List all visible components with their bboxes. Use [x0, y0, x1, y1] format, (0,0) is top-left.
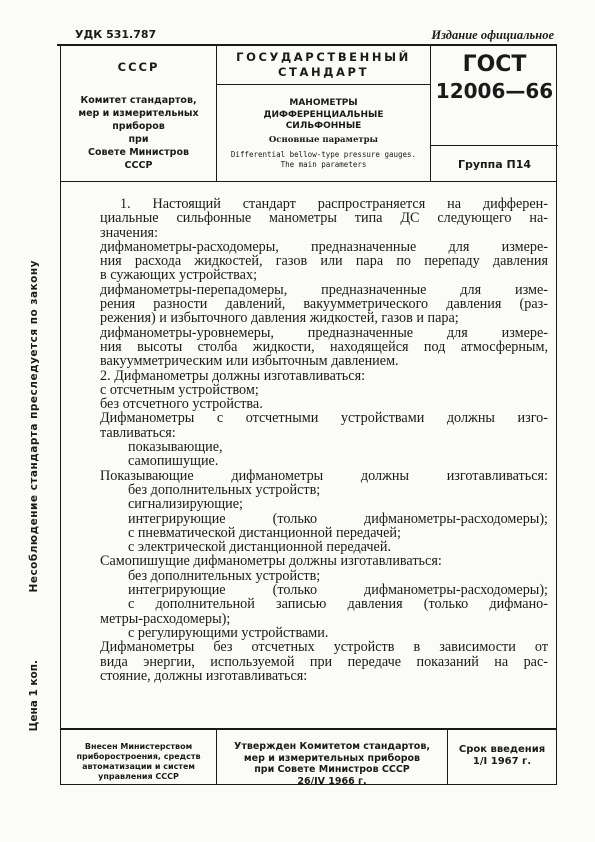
body-line: вакуумметрическим или избыточным давлением.	[100, 353, 399, 370]
issuer-cell	[61, 46, 217, 181]
body-line: с электрической дистанционной передачей.	[128, 539, 391, 556]
body-line: с дополнительной записью давления (только дифмано-	[128, 596, 548, 613]
body-line: метры-расходомеры);	[100, 610, 231, 627]
ussr-label: СССР	[117, 60, 160, 74]
english-title	[217, 150, 430, 169]
body-line: дифманометры-перепадомеры, предназначенные для изме-	[100, 281, 548, 298]
edition-label: Издание официальное	[431, 28, 554, 42]
body-line: стояние, должны изготавливаться:	[100, 667, 308, 684]
gost-designation	[431, 52, 558, 104]
committee-line: Комитет стандартов,	[80, 95, 197, 106]
body-line: 2. Дифманометры должны изготавливаться:	[100, 367, 366, 384]
body-line: Дифманометры без отсчетных устройств в зависимости от	[100, 639, 548, 656]
body-line: дифманометры-расходомеры, предназначенные для измере-	[100, 238, 548, 255]
body-line: с отсчетным устройством;	[100, 381, 259, 398]
body-line: интегрирующие (только дифманометры-расходомеры);	[128, 582, 548, 599]
approved-by	[217, 730, 448, 787]
body-line: без дополнительных устройств;	[128, 567, 321, 584]
footer-line: Внесен Министерством	[84, 742, 193, 751]
title-divider	[217, 84, 430, 85]
footer-line: при Совете Министров СССР	[254, 764, 410, 775]
footer-line: управления СССР	[98, 772, 179, 781]
subject-line: ДИФФЕРЕНЦИАЛЬНЫЕ	[263, 109, 384, 120]
subtitle: Основные параметры	[268, 135, 379, 145]
standard-title-line: СТАНДАРТ	[277, 64, 370, 79]
body-line: рения разности давлений, вакуумметрического давления (раз-	[100, 296, 548, 313]
body-line: режения) и избыточного давления жидкостей, газов и пара;	[100, 310, 459, 327]
committee-line: при	[128, 134, 149, 145]
body-line: Самопишущие дифманометры должны изготавливаться:	[100, 553, 442, 570]
body-line: без отсчетного устройства.	[100, 396, 263, 413]
footer-line: 26/IV 1966 г.	[297, 775, 367, 787]
gost-label: ГОСТ	[462, 52, 527, 77]
body-line: Показывающие дифманометры должны изготавливаться:	[100, 467, 548, 484]
body-line: дифманометры-уровнемеры, предназначенные для измере-	[100, 324, 548, 341]
english-title-line: The main parameters	[280, 159, 367, 169]
committee-name	[65, 94, 212, 172]
price-label: Цена 1 коп.	[28, 660, 40, 732]
effective-date	[448, 730, 556, 798]
body-line: тавливаться:	[100, 424, 176, 441]
udk-code: УДК 531.787	[75, 28, 157, 41]
state-standard-title	[217, 50, 430, 79]
group-label: Группа П14	[457, 158, 532, 171]
body-line: показывающие,	[128, 439, 223, 456]
body-line: в сужающих устройствах;	[100, 267, 258, 284]
body-line: вида энергии, используемой при передаче показаний на рас-	[100, 653, 548, 670]
body-line: циальные сильфонные манометры типа ДС следующего на-	[100, 210, 548, 227]
committee-line: приборов	[112, 121, 165, 132]
body-line: интегрирующие (только дифманометры-расходомеры);	[128, 510, 548, 527]
body-line: с регулирующими устройствами.	[128, 624, 329, 641]
committee-line: СССР	[124, 160, 153, 171]
introduced-by	[61, 730, 217, 784]
footer-line: Утвержден Комитетом стандартов,	[234, 741, 430, 752]
subject-line: МАНОМЕТРЫ	[289, 98, 358, 108]
group-divider	[431, 145, 558, 146]
title-cell	[217, 46, 431, 181]
body-line: 1. Настоящий стандарт распространяется на дифферен-	[120, 196, 548, 212]
footer-block	[60, 728, 557, 785]
english-title-line: Differential bellow-type pressure gauges.	[230, 150, 417, 159]
header-block	[60, 46, 557, 182]
body-line: ния расхода жидкостей, газов или пара по перепаду давления	[100, 253, 548, 270]
committee-line: Совете Министров	[87, 147, 190, 158]
footer-line: мер и измерительных приборов	[243, 752, 421, 764]
body-line: Дифманометры с отсчетными устройствами должны изго-	[100, 410, 548, 427]
subject-line: СИЛЬФОННЫЕ	[285, 121, 362, 131]
body-line: значения:	[100, 224, 159, 241]
body-line: с пневматической дистанционной передачей;	[128, 524, 401, 541]
committee-line: мер и измерительных	[78, 108, 199, 119]
body-line: без дополнительных устройств;	[128, 481, 321, 498]
document-subject	[217, 98, 430, 133]
body-line: самопишущие.	[128, 453, 219, 470]
footer-line: Срок введения	[458, 744, 546, 755]
body-text	[100, 197, 548, 683]
gost-number: 12006—66	[435, 79, 554, 103]
law-notice: Несоблюдение стандарта преследуется по закону	[28, 260, 40, 593]
body-line: сигнализирующие;	[128, 496, 243, 513]
gost-cell	[431, 46, 558, 181]
standard-title-line: ГОСУДАРСТВЕННЫЙ	[236, 50, 411, 64]
footer-line: автоматизации и систем	[82, 762, 195, 771]
footer-line: 1/I 1967 г.	[472, 756, 532, 767]
body-line: ния высоты столба жидкости, находящейся под атмосферным,	[100, 338, 548, 355]
footer-line: приборостроения, средств	[76, 752, 201, 761]
